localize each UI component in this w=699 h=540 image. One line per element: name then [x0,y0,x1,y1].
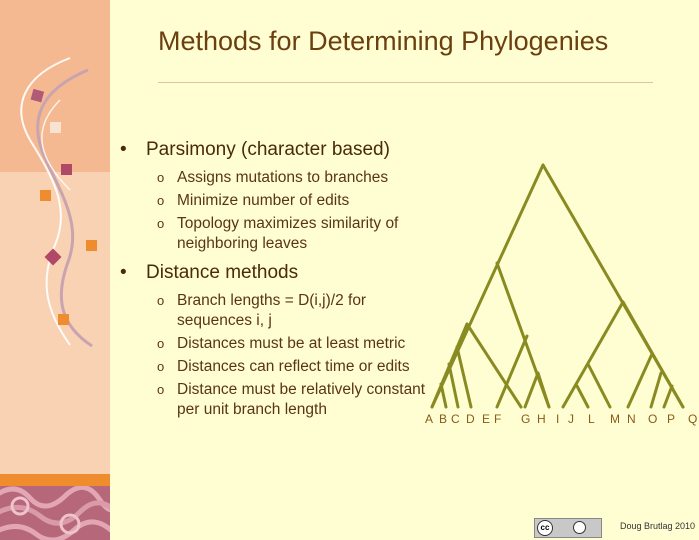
tree-branch [441,384,446,407]
tree-branch [457,347,471,407]
tree-branch [588,364,610,407]
bullet-text: Distance methods [146,262,299,283]
sub-bullet-text: Distance must be relatively constant per unit branch length [177,381,426,418]
tree-leaf-label: C [451,412,460,426]
tree-branch [467,324,521,407]
tree-branch [664,386,672,407]
tree-branch [449,364,458,407]
tree-leaf-label: H [537,412,546,426]
tree-leaf-label: O [648,412,658,426]
tree-branch [538,373,549,407]
tree-leaf-label: D [466,412,475,426]
sub-bullet-text: Branch lengths = D(i,j)/2 for sequences i, j [177,292,367,329]
bullet-parsimony [120,138,440,162]
sub-bullet-glyph: o [157,293,165,308]
tree-leaf-label: L [588,412,595,426]
tree-leaf-label: N [627,412,636,426]
tree-branch [651,373,661,407]
bullet-text: Parsimony (character based) [146,139,390,160]
sub-bullet [120,380,440,420]
sub-bullet-glyph: o [157,216,165,231]
bullet-glyph: • [120,262,127,283]
decorative-side-panel [0,0,110,540]
texture-pattern [0,486,110,540]
sub-bullet [120,291,440,331]
bullet-distance-methods [120,261,440,285]
tree-branch [497,336,527,407]
tree-leaf-label: A [425,412,434,426]
tree-leaf-label: E [482,412,491,426]
sub-bullet-text: Assigns mutations to branches [177,169,389,186]
tree-leaf-label: M [610,412,620,426]
author-credit: Doug Brutlag 2010 [620,521,696,531]
tree-leaf-label: B [439,412,448,426]
tree-branch [577,386,588,407]
sub-bullet-text: Distances must be at least metric [177,335,406,352]
sub-bullet-text: Minimize number of edits [177,192,350,209]
tree-leaf-label: F [494,412,502,426]
sub-bullet-glyph: o [157,382,165,397]
panel-textured-block [0,486,110,540]
ribbon-decoration [0,0,110,474]
tree-leaf-label: I [556,412,560,426]
sub-bullet-text: Topology maximizes similarity of neighboring leaves [177,215,399,252]
bullet-list [120,138,440,423]
tree-branch [525,373,538,407]
slide-title: Methods for Determining Phylogenies [158,26,609,56]
sub-bullet-text: Distances can reflect time or edits [177,358,410,375]
sub-bullet [120,357,440,377]
tree-leaf-label: G [521,412,531,426]
tree-leaf-label: P [667,412,676,426]
bullet-glyph: • [120,139,127,160]
tree-leaf-label: Q [688,412,698,426]
phylogenetic-tree [420,155,699,440]
sub-bullet [120,191,440,211]
sub-bullet [120,334,440,354]
title-divider [158,82,653,83]
creative-commons-badge[interactable] [534,518,602,538]
tree-branch [628,354,652,407]
sub-bullet [120,168,440,188]
sub-bullet-glyph: o [157,359,165,374]
cc-icon: cc [537,520,553,536]
attribution-icon [573,521,586,534]
sub-bullet-glyph: o [157,170,165,185]
sub-bullet [120,214,440,254]
sub-bullet-glyph: o [157,193,165,208]
sub-bullet-glyph: o [157,336,165,351]
panel-orange-band [0,474,110,486]
tree-branch [563,302,623,407]
tree-leaf-label: J [568,412,574,426]
